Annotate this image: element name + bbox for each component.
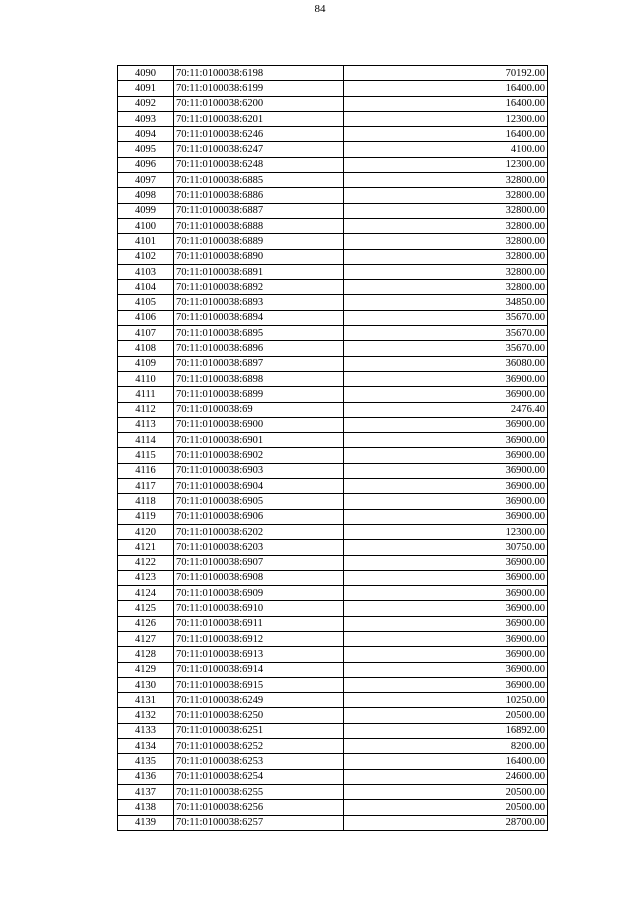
value-cell: 36900.00 xyxy=(344,387,548,402)
value-cell: 35670.00 xyxy=(344,310,548,325)
row-number-cell: 4123 xyxy=(118,570,174,585)
table-row xyxy=(118,142,548,157)
table-row xyxy=(118,295,548,310)
cadastral-number-cell: 70:11:0100038:6202 xyxy=(174,524,344,539)
value-cell: 36900.00 xyxy=(344,479,548,494)
row-number-cell: 4131 xyxy=(118,693,174,708)
table-row xyxy=(118,677,548,692)
value-cell: 30750.00 xyxy=(344,540,548,555)
row-number-cell: 4109 xyxy=(118,356,174,371)
table-row xyxy=(118,234,548,249)
cadastral-number-cell: 70:11:0100038:6906 xyxy=(174,509,344,524)
cadastral-number-cell: 70:11:0100038:6911 xyxy=(174,616,344,631)
value-cell: 36900.00 xyxy=(344,586,548,601)
value-cell: 36900.00 xyxy=(344,601,548,616)
value-cell: 32800.00 xyxy=(344,188,548,203)
table-row xyxy=(118,433,548,448)
row-number-cell: 4132 xyxy=(118,708,174,723)
table-row xyxy=(118,555,548,570)
cadastral-number-cell: 70:11:0100038:6894 xyxy=(174,310,344,325)
row-number-cell: 4134 xyxy=(118,739,174,754)
value-cell: 36900.00 xyxy=(344,494,548,509)
table-row xyxy=(118,66,548,81)
cadastral-number-cell: 70:11:0100038:6903 xyxy=(174,463,344,478)
value-cell: 20500.00 xyxy=(344,708,548,723)
value-cell: 36900.00 xyxy=(344,677,548,692)
table-row xyxy=(118,111,548,126)
cadastral-number-cell: 70:11:0100038:6199 xyxy=(174,81,344,96)
cadastral-number-cell: 70:11:0100038:6253 xyxy=(174,754,344,769)
cadastral-value-table xyxy=(117,65,548,831)
cadastral-number-cell: 70:11:0100038:6907 xyxy=(174,555,344,570)
row-number-cell: 4139 xyxy=(118,815,174,830)
table-row xyxy=(118,96,548,111)
cadastral-number-cell: 70:11:0100038:6887 xyxy=(174,203,344,218)
cadastral-number-cell: 70:11:0100038:6248 xyxy=(174,157,344,172)
table-row xyxy=(118,448,548,463)
value-cell: 36900.00 xyxy=(344,417,548,432)
row-number-cell: 4118 xyxy=(118,494,174,509)
value-cell: 34850.00 xyxy=(344,295,548,310)
value-cell: 32800.00 xyxy=(344,264,548,279)
table-row xyxy=(118,524,548,539)
value-cell: 36900.00 xyxy=(344,509,548,524)
row-number-cell: 4120 xyxy=(118,524,174,539)
table-row xyxy=(118,693,548,708)
row-number-cell: 4104 xyxy=(118,280,174,295)
cadastral-number-cell: 70:11:0100038:69 xyxy=(174,402,344,417)
table-row xyxy=(118,800,548,815)
cadastral-number-cell: 70:11:0100038:6900 xyxy=(174,417,344,432)
row-number-cell: 4119 xyxy=(118,509,174,524)
row-number-cell: 4137 xyxy=(118,784,174,799)
row-number-cell: 4106 xyxy=(118,310,174,325)
value-cell: 32800.00 xyxy=(344,173,548,188)
cadastral-number-cell: 70:11:0100038:6891 xyxy=(174,264,344,279)
value-cell: 32800.00 xyxy=(344,234,548,249)
cadastral-number-cell: 70:11:0100038:6250 xyxy=(174,708,344,723)
row-number-cell: 4102 xyxy=(118,249,174,264)
value-cell: 32800.00 xyxy=(344,280,548,295)
table-row xyxy=(118,371,548,386)
value-cell: 36900.00 xyxy=(344,371,548,386)
table-row xyxy=(118,784,548,799)
table-row xyxy=(118,310,548,325)
cadastral-number-cell: 70:11:0100038:6897 xyxy=(174,356,344,371)
table-row xyxy=(118,173,548,188)
cadastral-number-cell: 70:11:0100038:6902 xyxy=(174,448,344,463)
table-row xyxy=(118,341,548,356)
table-row xyxy=(118,509,548,524)
cadastral-number-cell: 70:11:0100038:6912 xyxy=(174,631,344,646)
cadastral-number-cell: 70:11:0100038:6909 xyxy=(174,586,344,601)
cadastral-number-cell: 70:11:0100038:6908 xyxy=(174,570,344,585)
row-number-cell: 4135 xyxy=(118,754,174,769)
row-number-cell: 4103 xyxy=(118,264,174,279)
table-row xyxy=(118,570,548,585)
row-number-cell: 4099 xyxy=(118,203,174,218)
table-row xyxy=(118,601,548,616)
row-number-cell: 4100 xyxy=(118,218,174,233)
table-row xyxy=(118,81,548,96)
row-number-cell: 4115 xyxy=(118,448,174,463)
table-row xyxy=(118,157,548,172)
cadastral-number-cell: 70:11:0100038:6905 xyxy=(174,494,344,509)
row-number-cell: 4111 xyxy=(118,387,174,402)
row-number-cell: 4128 xyxy=(118,647,174,662)
cadastral-number-cell: 70:11:0100038:6889 xyxy=(174,234,344,249)
value-cell: 12300.00 xyxy=(344,111,548,126)
value-cell: 36900.00 xyxy=(344,555,548,570)
value-cell: 36080.00 xyxy=(344,356,548,371)
row-number-cell: 4116 xyxy=(118,463,174,478)
row-number-cell: 4095 xyxy=(118,142,174,157)
page-number: 84 xyxy=(314,3,326,15)
cadastral-number-cell: 70:11:0100038:6200 xyxy=(174,96,344,111)
row-number-cell: 4129 xyxy=(118,662,174,677)
table-row xyxy=(118,494,548,509)
table-row xyxy=(118,203,548,218)
row-number-cell: 4125 xyxy=(118,601,174,616)
value-cell: 20500.00 xyxy=(344,800,548,815)
row-number-cell: 4138 xyxy=(118,800,174,815)
row-number-cell: 4108 xyxy=(118,341,174,356)
row-number-cell: 4096 xyxy=(118,157,174,172)
cadastral-number-cell: 70:11:0100038:6252 xyxy=(174,739,344,754)
row-number-cell: 4136 xyxy=(118,769,174,784)
cadastral-number-cell: 70:11:0100038:6901 xyxy=(174,433,344,448)
table-row xyxy=(118,280,548,295)
table-row xyxy=(118,188,548,203)
value-cell: 16400.00 xyxy=(344,127,548,142)
cadastral-number-cell: 70:11:0100038:6886 xyxy=(174,188,344,203)
value-cell: 12300.00 xyxy=(344,524,548,539)
cadastral-number-cell: 70:11:0100038:6895 xyxy=(174,326,344,341)
row-number-cell: 4101 xyxy=(118,234,174,249)
table-row xyxy=(118,647,548,662)
row-number-cell: 4130 xyxy=(118,677,174,692)
value-cell: 12300.00 xyxy=(344,157,548,172)
value-cell: 4100.00 xyxy=(344,142,548,157)
table-row xyxy=(118,616,548,631)
cadastral-number-cell: 70:11:0100038:6251 xyxy=(174,723,344,738)
row-number-cell: 4114 xyxy=(118,433,174,448)
cadastral-number-cell: 70:11:0100038:6254 xyxy=(174,769,344,784)
value-cell: 16400.00 xyxy=(344,96,548,111)
table-row xyxy=(118,769,548,784)
table-row xyxy=(118,815,548,830)
table-row xyxy=(118,264,548,279)
cadastral-number-cell: 70:11:0100038:6898 xyxy=(174,371,344,386)
cadastral-number-cell: 70:11:0100038:6896 xyxy=(174,341,344,356)
cadastral-number-cell: 70:11:0100038:6915 xyxy=(174,677,344,692)
value-cell: 16892.00 xyxy=(344,723,548,738)
value-cell: 32800.00 xyxy=(344,218,548,233)
value-cell: 35670.00 xyxy=(344,341,548,356)
cadastral-number-cell: 70:11:0100038:6913 xyxy=(174,647,344,662)
row-number-cell: 4122 xyxy=(118,555,174,570)
table-row xyxy=(118,631,548,646)
table-row xyxy=(118,249,548,264)
cadastral-number-cell: 70:11:0100038:6256 xyxy=(174,800,344,815)
row-number-cell: 4105 xyxy=(118,295,174,310)
value-cell: 36900.00 xyxy=(344,631,548,646)
value-cell: 32800.00 xyxy=(344,203,548,218)
table-row xyxy=(118,127,548,142)
cadastral-number-cell: 70:11:0100038:6255 xyxy=(174,784,344,799)
row-number-cell: 4124 xyxy=(118,586,174,601)
table-row xyxy=(118,739,548,754)
cadastral-number-cell: 70:11:0100038:6892 xyxy=(174,280,344,295)
row-number-cell: 4098 xyxy=(118,188,174,203)
row-number-cell: 4112 xyxy=(118,402,174,417)
table-row xyxy=(118,754,548,769)
table-row xyxy=(118,417,548,432)
row-number-cell: 4097 xyxy=(118,173,174,188)
value-cell: 32800.00 xyxy=(344,249,548,264)
row-number-cell: 4107 xyxy=(118,326,174,341)
value-cell: 36900.00 xyxy=(344,647,548,662)
value-cell: 10250.00 xyxy=(344,693,548,708)
cadastral-number-cell: 70:11:0100038:6890 xyxy=(174,249,344,264)
value-cell: 35670.00 xyxy=(344,326,548,341)
row-number-cell: 4094 xyxy=(118,127,174,142)
cadastral-number-cell: 70:11:0100038:6885 xyxy=(174,173,344,188)
cadastral-number-cell: 70:11:0100038:6246 xyxy=(174,127,344,142)
cadastral-number-cell: 70:11:0100038:6888 xyxy=(174,218,344,233)
value-cell: 24600.00 xyxy=(344,769,548,784)
row-number-cell: 4117 xyxy=(118,479,174,494)
value-cell: 2476.40 xyxy=(344,402,548,417)
value-cell: 8200.00 xyxy=(344,739,548,754)
row-number-cell: 4113 xyxy=(118,417,174,432)
value-cell: 36900.00 xyxy=(344,433,548,448)
table-row xyxy=(118,356,548,371)
cadastral-number-cell: 70:11:0100038:6893 xyxy=(174,295,344,310)
row-number-cell: 4091 xyxy=(118,81,174,96)
row-number-cell: 4126 xyxy=(118,616,174,631)
row-number-cell: 4133 xyxy=(118,723,174,738)
row-number-cell: 4092 xyxy=(118,96,174,111)
value-cell: 70192.00 xyxy=(344,66,548,81)
row-number-cell: 4121 xyxy=(118,540,174,555)
cadastral-number-cell: 70:11:0100038:6257 xyxy=(174,815,344,830)
value-cell: 36900.00 xyxy=(344,662,548,677)
value-cell: 16400.00 xyxy=(344,81,548,96)
table-body xyxy=(118,66,548,831)
cadastral-number-cell: 70:11:0100038:6247 xyxy=(174,142,344,157)
cadastral-number-cell: 70:11:0100038:6910 xyxy=(174,601,344,616)
row-number-cell: 4090 xyxy=(118,66,174,81)
cadastral-number-cell: 70:11:0100038:6899 xyxy=(174,387,344,402)
table-row xyxy=(118,402,548,417)
table-row xyxy=(118,586,548,601)
cadastral-number-cell: 70:11:0100038:6249 xyxy=(174,693,344,708)
table-row xyxy=(118,326,548,341)
value-cell: 36900.00 xyxy=(344,463,548,478)
value-cell: 16400.00 xyxy=(344,754,548,769)
cadastral-number-cell: 70:11:0100038:6914 xyxy=(174,662,344,677)
value-cell: 36900.00 xyxy=(344,570,548,585)
value-cell: 28700.00 xyxy=(344,815,548,830)
row-number-cell: 4093 xyxy=(118,111,174,126)
table-row xyxy=(118,662,548,677)
table-row xyxy=(118,540,548,555)
table-row xyxy=(118,463,548,478)
table-row xyxy=(118,479,548,494)
value-cell: 36900.00 xyxy=(344,448,548,463)
cadastral-number-cell: 70:11:0100038:6201 xyxy=(174,111,344,126)
row-number-cell: 4127 xyxy=(118,631,174,646)
table-row xyxy=(118,708,548,723)
table-row xyxy=(118,218,548,233)
cadastral-number-cell: 70:11:0100038:6203 xyxy=(174,540,344,555)
cadastral-number-cell: 70:11:0100038:6904 xyxy=(174,479,344,494)
row-number-cell: 4110 xyxy=(118,371,174,386)
cadastral-number-cell: 70:11:0100038:6198 xyxy=(174,66,344,81)
value-cell: 20500.00 xyxy=(344,784,548,799)
value-cell: 36900.00 xyxy=(344,616,548,631)
table-row xyxy=(118,723,548,738)
table-row xyxy=(118,387,548,402)
